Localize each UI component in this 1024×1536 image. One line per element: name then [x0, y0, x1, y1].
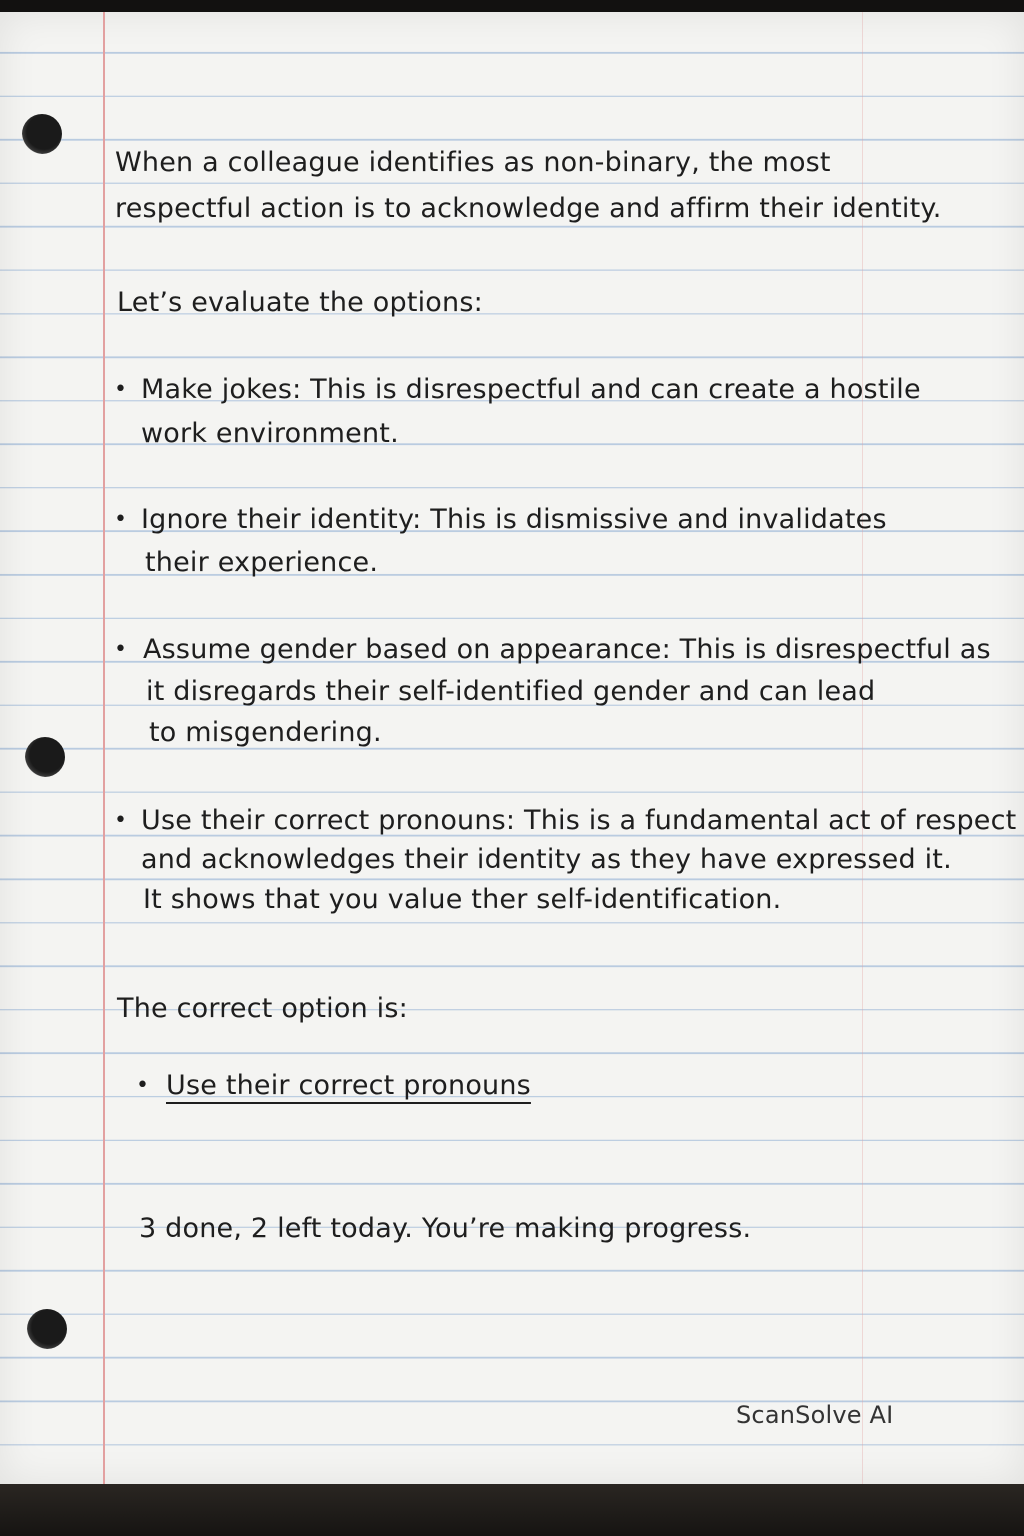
option-4-line-1: Use their correct pronouns: This is a fundamental act of respect: [141, 805, 1017, 836]
notebook-page: [0, 12, 1024, 1484]
option-4-line-2: and acknowledges their identity as they have expressed it.: [141, 844, 952, 875]
intro-line-2: respectful action is to acknowledge and affirm their identity.: [115, 193, 942, 224]
correct-answer: Use their correct pronouns: [166, 1070, 531, 1101]
desk-bottom-edge: [0, 1484, 1024, 1536]
evaluate-heading: Let’s evaluate the options:: [117, 287, 483, 318]
option-1-line-1: Make jokes: This is disrespectful and can create a hostile: [141, 374, 921, 405]
bullet-icon: •: [114, 507, 128, 532]
option-2-line-2: their experience.: [145, 547, 379, 578]
option-2-line-1: Ignore their identity: This is dismissive and invalidates: [141, 504, 887, 535]
option-3-line-3: to misgendering.: [149, 717, 382, 748]
handwritten-content: [0, 12, 1024, 1484]
intro-line-1: When a colleague identifies as non-binary, the most: [115, 147, 831, 178]
desk-top-edge: [0, 0, 1024, 12]
bullet-icon: •: [114, 637, 128, 662]
bullet-icon: •: [136, 1073, 150, 1098]
brand-signature: ScanSolve AI: [736, 1401, 894, 1429]
bullet-icon: •: [114, 808, 128, 833]
progress-message: 3 done, 2 left today. You’re making progress.: [139, 1213, 752, 1244]
option-1-line-2: work environment.: [141, 418, 399, 449]
bullet-icon: •: [114, 377, 128, 402]
answer-heading: The correct option is:: [117, 993, 408, 1024]
option-3-line-1: Assume gender based on appearance: This is disrespectful as: [143, 634, 991, 665]
option-4-line-3: It shows that you value ther self-identification.: [143, 884, 782, 915]
option-3-line-2: it disregards their self-identified gender and can lead: [146, 676, 876, 707]
